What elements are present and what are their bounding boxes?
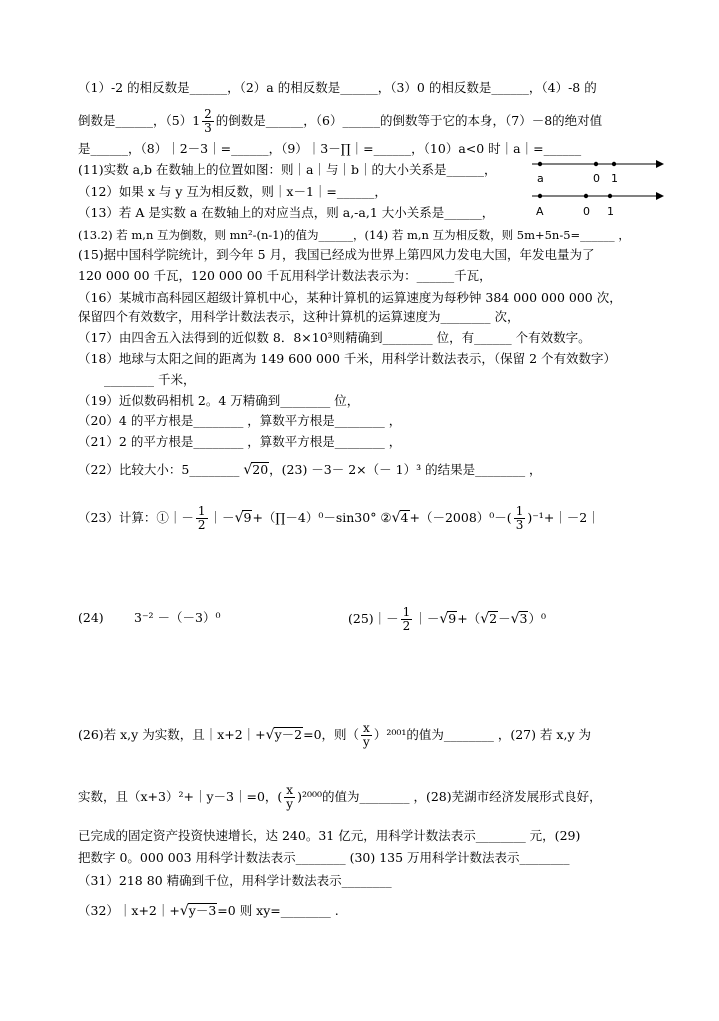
sqrt-sign: √: [179, 903, 189, 919]
question-24-expression: 3⁻² －（－3）⁰: [134, 610, 221, 625]
question-1-text-c: 的倒数是______，（6）______的倒数等于它的本身，（7）－8的绝对值: [215, 113, 603, 128]
fraction-numerator: 1: [197, 504, 206, 518]
q27-text-a: 实数，且（x+3）²+｜y－3｜=0，(: [78, 789, 283, 804]
q25-text-d: －: [498, 611, 511, 626]
number-line-2-label-a: A: [536, 205, 544, 218]
q26-text-c: ）²⁰⁰¹的值为________ ，(27) 若 x,y 为: [373, 727, 591, 742]
compute-text-e: )⁻¹+｜－2｜: [527, 510, 600, 525]
question-1-line-2: [78, 108, 602, 135]
question-22-text: （22）比较大小：5________: [78, 462, 240, 477]
question-12: （12）如果 x 与 y 互为相反数，则｜x－1｜=______，: [78, 184, 387, 199]
radicand: 9: [448, 611, 457, 626]
question-13-2-and-14: (13.2) 若 m,n 互为倒数，则 mn²-(n-1)的值为______，(14) 若 m,n 互为相反数，则 5m+5n-5=______ ，: [78, 228, 630, 242]
sqrt-sign: √: [480, 611, 490, 627]
question-13: （13）若 A 是实数 a 在数轴上的对应当点，则 a,-a,1 大小关系是______，: [78, 205, 495, 220]
q26-text-b: =0，则（: [303, 727, 360, 742]
radicand: 9: [243, 510, 252, 525]
question-32: [78, 903, 339, 919]
fraction-one-third: [514, 505, 526, 532]
sqrt-sign: √: [510, 611, 520, 627]
question-15-line-2: 120 000 00 千瓦，120 000 00 千瓦用科学计数法表示为：______千瓦，: [78, 268, 492, 283]
fraction-x-over-y: [284, 784, 295, 811]
mixed-number-fraction: [202, 108, 214, 135]
question-22-and-23: [78, 462, 542, 478]
number-line-1-label-1: 1: [611, 172, 618, 185]
fraction-denominator: y: [286, 797, 294, 811]
question-18-line-1: （18）地球与太阳之间的距离为 149 600 000 千米，用科学计数法表示，（保留 2 个有效数字）: [78, 351, 617, 366]
fraction-numerator: x: [363, 721, 370, 735]
q26-text-a: (26)若 x,y 为实数，且｜x+2｜+: [78, 727, 266, 742]
question-1-text-b: 倒数是______，（5）1: [78, 113, 201, 128]
number-line-2-label-1: 1: [607, 205, 614, 218]
number-line-1-label-a: a: [537, 172, 544, 185]
question-16-line-2: 保留四个有效数字，用科学计数法表示，这种计算机的运算速度为________ 次，: [78, 309, 520, 324]
sqrt-sign: √: [265, 727, 275, 743]
question-23-text: ，(23) －3－ 2×（－ 1）³ 的结果是________ ，: [269, 462, 542, 477]
question-15-line-1: (15)据中国科学院统计，到今年 5 月，我国已经成为世界上第四风力发电大国，年发电量为了: [78, 247, 595, 262]
fraction-denominator: 2: [402, 619, 411, 633]
q25-text-a: (25)｜－: [348, 611, 399, 626]
question-24-label: (24): [78, 610, 104, 625]
radicand: 4: [400, 510, 409, 525]
question-1-line-3: 是______，（8）｜2－3｜=______，（9）｜3－∏｜=______，（10）a<0 时｜a｜=______: [78, 141, 582, 156]
compute-text-c: +（∏－4）⁰－sin30° ②: [252, 510, 392, 525]
q25-text-e: ）⁰: [528, 611, 546, 626]
radicand: y－3: [188, 903, 217, 918]
fraction-numerator: 1: [515, 504, 524, 518]
question-1-line-1: （1）-2 的相反数是______，（2）a 的相反数是______，（3）0 的相反数是______，（4）-8 的: [78, 80, 597, 95]
question-28: 已完成的固定资产投资快速增长，达 240。31 亿元，用科学计数法表示________ 元，(29): [78, 828, 581, 843]
q32-text-b: =0 则 xy=________ .: [217, 903, 339, 918]
q25-text-b: ｜－: [414, 611, 440, 626]
question-26: [78, 722, 591, 749]
compute-text-b: ｜－: [209, 510, 235, 525]
radicand: y－2: [274, 727, 303, 742]
number-line-diagram-2: [528, 188, 668, 218]
number-line-1-label-0: 0: [593, 172, 600, 185]
fraction-denominator: 2: [197, 518, 206, 532]
question-20: （20）4 的平方根是________ ，算数平方根是________ ，: [78, 413, 402, 428]
compute-text-d: +（－2008）⁰－(: [409, 510, 512, 525]
question-29-and-30: 把数字 0。000 003 用科学计数法表示________ (30) 135 万用科学计数法表示________: [78, 850, 570, 865]
question-18-line-2: ________ 千米，: [104, 372, 196, 387]
compute-text-a: （23）计算：①｜－: [78, 510, 194, 525]
q32-text-a: （32）｜x+2｜+: [78, 903, 180, 918]
sqrt-sign: √: [439, 611, 449, 627]
fraction-denominator: 3: [204, 121, 212, 135]
question-19: （19）近似数码相机 2。4 万精确到________ 位，: [78, 393, 360, 408]
question-27: [78, 784, 602, 811]
sqrt-sign: √: [243, 462, 253, 478]
question-21: （21）2 的平方根是________ ，算数平方根是________ ，: [78, 434, 402, 449]
question-31: （31）218 80 精确到千位，用科学计数法表示________: [78, 873, 392, 888]
q27-text-b: )²⁰⁰⁰的值为________ ，(28)芜湖市经济发展形式良好，: [297, 789, 602, 804]
question-17: （17）由四舍五入法得到的近似数 8．8×10³则精确到________ 位，有______ 个有效数字。: [78, 330, 591, 345]
fraction-numerator: 1: [402, 605, 411, 619]
sqrt-sign: √: [234, 510, 244, 526]
radicand: 2: [489, 611, 498, 626]
radicand: 3: [519, 611, 528, 626]
fraction-x-over-y: [361, 722, 372, 749]
fraction-numerator: x: [286, 783, 294, 797]
question-25: [348, 606, 546, 633]
fraction-denominator: y: [363, 735, 370, 749]
sqrt-sign: √: [391, 510, 401, 526]
q25-text-c: +（: [457, 611, 481, 626]
number-line-2-label-0: 0: [583, 205, 590, 218]
question-23-compute: [78, 505, 600, 532]
question-11: (11)实数 a,b 在数轴上的位置如图：则｜a｜与｜b｜的大小关系是______，: [78, 162, 497, 177]
fraction-denominator: 3: [515, 518, 524, 532]
fraction-one-half: [196, 505, 208, 532]
radicand: 20: [252, 462, 269, 477]
number-line-diagram-1: [528, 156, 668, 186]
fraction-numerator: 2: [204, 107, 212, 121]
question-16-line-1: （16）某城市高科园区超级计算机中心，某种计算机的运算速度为每秒钟 384 000 000 000 次，: [78, 290, 622, 305]
fraction-one-half: [401, 606, 413, 633]
